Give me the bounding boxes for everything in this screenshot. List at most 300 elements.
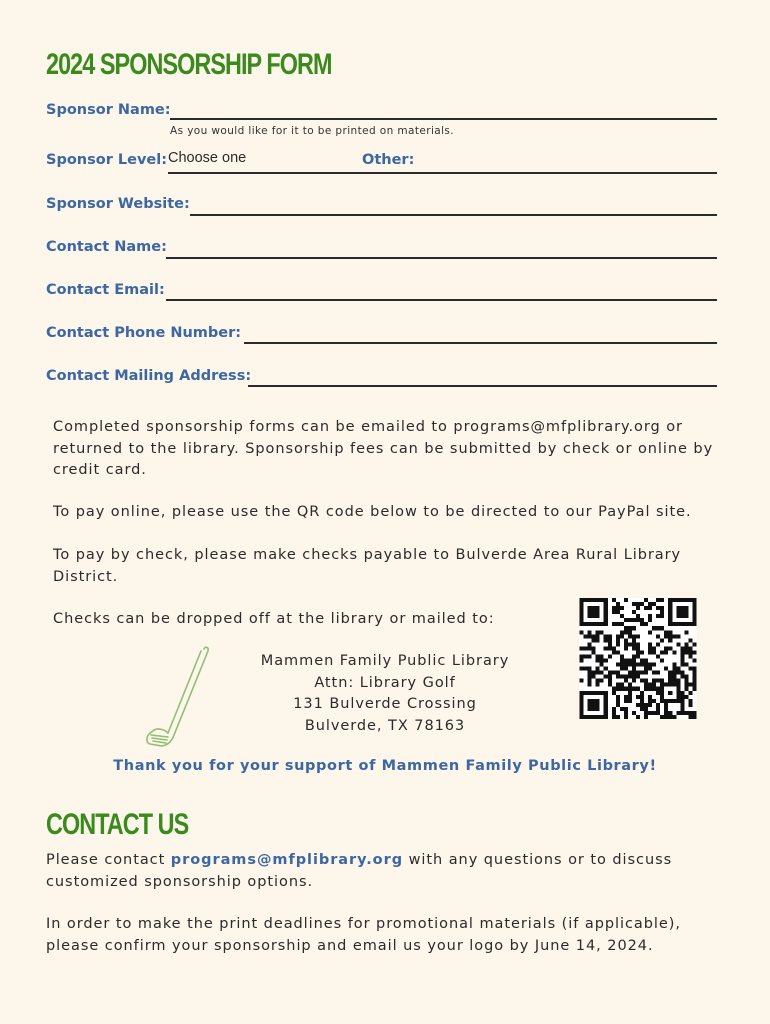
qr-module bbox=[656, 614, 660, 618]
qr-module bbox=[616, 642, 620, 646]
qr-module bbox=[632, 634, 636, 638]
qr-module bbox=[620, 675, 624, 679]
qr-module bbox=[624, 711, 628, 715]
qr-module bbox=[624, 659, 628, 663]
qr-module bbox=[640, 622, 644, 626]
qr-module bbox=[672, 675, 676, 679]
qr-module bbox=[624, 598, 628, 602]
qr-module bbox=[644, 703, 648, 707]
qr-module bbox=[676, 711, 680, 715]
qr-module bbox=[672, 715, 676, 719]
qr-module bbox=[684, 663, 688, 667]
qr-module bbox=[680, 675, 684, 679]
qr-module bbox=[620, 622, 624, 626]
qr-module bbox=[676, 671, 680, 675]
qr-module bbox=[628, 699, 632, 703]
qr-module bbox=[672, 679, 676, 683]
qr-module bbox=[632, 711, 636, 715]
contact-email-label: Contact Email: bbox=[46, 282, 165, 298]
qr-module bbox=[616, 610, 620, 614]
qr-module bbox=[656, 634, 660, 638]
qr-module bbox=[644, 659, 648, 663]
qr-module bbox=[660, 606, 664, 610]
qr-module bbox=[624, 642, 628, 646]
qr-module bbox=[624, 626, 628, 630]
qr-module bbox=[588, 642, 592, 646]
qr-module bbox=[656, 707, 660, 711]
qr-module bbox=[620, 659, 624, 663]
qr-module bbox=[636, 634, 640, 638]
qr-module bbox=[624, 707, 628, 711]
qr-module bbox=[648, 630, 652, 634]
qr-module bbox=[620, 683, 624, 687]
qr-module bbox=[652, 671, 656, 675]
qr-module bbox=[632, 675, 636, 679]
qr-module bbox=[608, 638, 612, 642]
qr-module bbox=[620, 630, 624, 634]
qr-module bbox=[636, 675, 640, 679]
contact-email-field[interactable] bbox=[168, 279, 713, 299]
qr-module bbox=[652, 602, 656, 606]
qr-module bbox=[588, 671, 592, 675]
sponsor-name-hint: As you would like for it to be printed on materials. bbox=[170, 125, 455, 137]
qr-module bbox=[644, 663, 648, 667]
qr-module bbox=[680, 711, 684, 715]
qr-module bbox=[612, 687, 616, 691]
qr-module bbox=[588, 679, 592, 683]
qr-module bbox=[656, 679, 660, 683]
qr-module bbox=[620, 634, 624, 638]
qr-module bbox=[588, 699, 600, 711]
qr-module bbox=[656, 626, 660, 630]
other-label: Other: bbox=[362, 152, 415, 168]
qr-module bbox=[588, 654, 592, 658]
qr-module bbox=[624, 679, 628, 683]
qr-module bbox=[676, 634, 680, 638]
qr-module bbox=[640, 618, 644, 622]
qr-module bbox=[596, 671, 600, 675]
qr-module bbox=[620, 667, 624, 671]
qr-module bbox=[592, 671, 596, 675]
qr-module bbox=[680, 699, 684, 703]
qr-module bbox=[596, 630, 600, 634]
qr-module bbox=[616, 602, 620, 606]
qr-module bbox=[632, 667, 636, 671]
qr-module bbox=[644, 606, 648, 610]
qr-module bbox=[668, 679, 672, 683]
qr-module bbox=[588, 606, 600, 618]
qr-module bbox=[596, 683, 600, 687]
qr-module bbox=[604, 675, 608, 679]
submission-instructions: Completed sponsorship forms can be emailed to programs@mfplibrary.org or returned to the library. Sponsorship fees can be submitted by check or online by credit card. bbox=[53, 419, 714, 478]
qr-module bbox=[692, 687, 696, 691]
qr-module bbox=[664, 630, 668, 634]
qr-module bbox=[628, 630, 632, 634]
qr-module bbox=[596, 659, 600, 663]
qr-module bbox=[692, 715, 696, 719]
qr-module bbox=[656, 711, 660, 715]
qr-module bbox=[608, 675, 612, 679]
qr-module bbox=[588, 683, 592, 687]
address-line-4: Bulverde, TX 78163 bbox=[304, 717, 466, 734]
qr-module bbox=[628, 659, 632, 663]
qr-module bbox=[628, 691, 632, 695]
qr-module bbox=[636, 642, 640, 646]
qr-module bbox=[636, 650, 640, 654]
qr-module bbox=[672, 671, 676, 675]
qr-module bbox=[648, 606, 652, 610]
qr-module bbox=[692, 675, 696, 679]
qr-module bbox=[592, 650, 596, 654]
qr-module bbox=[592, 638, 596, 642]
mailing-address-label: Contact Mailing Address: bbox=[46, 368, 252, 384]
qr-module bbox=[640, 707, 644, 711]
sponsor-level-underline bbox=[168, 172, 717, 174]
qr-module bbox=[616, 699, 620, 703]
qr-module bbox=[616, 687, 620, 691]
qr-module bbox=[660, 610, 664, 614]
qr-module bbox=[640, 703, 644, 707]
qr-module bbox=[580, 667, 584, 671]
website-underline bbox=[190, 214, 717, 216]
qr-module bbox=[684, 679, 688, 683]
qr-module bbox=[612, 650, 616, 654]
qr-module bbox=[640, 691, 644, 695]
qr-module bbox=[644, 622, 648, 626]
qr-module bbox=[616, 671, 620, 675]
qr-module bbox=[640, 671, 644, 675]
qr-module bbox=[636, 646, 640, 650]
qr-module bbox=[676, 667, 680, 671]
qr-module bbox=[644, 715, 648, 719]
qr-module bbox=[688, 703, 692, 707]
qr-module bbox=[596, 667, 600, 671]
qr-module bbox=[640, 699, 644, 703]
qr-module bbox=[620, 614, 624, 618]
qr-module bbox=[684, 675, 688, 679]
qr-module bbox=[608, 646, 612, 650]
qr-module bbox=[648, 618, 652, 622]
qr-module bbox=[596, 679, 600, 683]
qr-module bbox=[684, 683, 688, 687]
contact-email-link[interactable]: programs@mfplibrary.org bbox=[170, 852, 404, 868]
qr-module bbox=[632, 638, 636, 642]
qr-module bbox=[604, 667, 608, 671]
qr-module bbox=[652, 663, 656, 667]
qr-module bbox=[604, 646, 608, 650]
qr-module bbox=[612, 715, 616, 719]
qr-module bbox=[636, 687, 640, 691]
qr-module bbox=[648, 646, 652, 650]
qr-module bbox=[644, 667, 648, 671]
qr-module bbox=[600, 630, 604, 634]
qr-module bbox=[672, 634, 676, 638]
qr-module bbox=[628, 695, 632, 699]
qr-module bbox=[584, 646, 588, 650]
mailing-address-field[interactable] bbox=[250, 365, 713, 385]
qr-module bbox=[632, 663, 636, 667]
qr-module bbox=[660, 598, 664, 602]
qr-module bbox=[624, 630, 628, 634]
qr-module bbox=[680, 707, 684, 711]
qr-module bbox=[664, 711, 668, 715]
other-field[interactable] bbox=[418, 151, 713, 171]
qr-module bbox=[636, 663, 640, 667]
contact-paragraph bbox=[46, 850, 736, 893]
qr-module bbox=[616, 634, 620, 638]
qr-module bbox=[692, 711, 696, 715]
qr-module bbox=[636, 614, 640, 618]
sponsor-name-field[interactable] bbox=[172, 98, 712, 118]
qr-module bbox=[652, 626, 656, 630]
qr-module bbox=[632, 642, 636, 646]
qr-module bbox=[684, 646, 688, 650]
sponsor-level-dropdown[interactable]: Choose one bbox=[168, 150, 247, 166]
qr-module bbox=[668, 630, 672, 634]
qr-module bbox=[656, 703, 660, 707]
qr-module bbox=[648, 667, 652, 671]
qr-module bbox=[616, 638, 620, 642]
contact-email-underline bbox=[166, 299, 717, 301]
qr-module bbox=[648, 687, 652, 691]
qr-module bbox=[668, 671, 672, 675]
qr-module bbox=[608, 642, 612, 646]
qr-module bbox=[592, 646, 596, 650]
qr-module bbox=[680, 663, 684, 667]
qr-module bbox=[588, 667, 592, 671]
qr-module bbox=[616, 622, 620, 626]
qr-module bbox=[616, 683, 620, 687]
qr-module bbox=[624, 638, 628, 642]
qr-module bbox=[688, 699, 692, 703]
qr-module bbox=[608, 671, 612, 675]
qr-module bbox=[656, 642, 660, 646]
qr-module bbox=[652, 679, 656, 683]
qr-module bbox=[624, 715, 628, 719]
qr-module bbox=[620, 707, 624, 711]
address-line-3: 131 Bulverde Crossing bbox=[293, 696, 477, 712]
contact-name-label: Contact Name: bbox=[46, 239, 167, 255]
qr-module bbox=[616, 695, 620, 699]
qr-module bbox=[632, 646, 636, 650]
qr-module bbox=[676, 642, 680, 646]
qr-module bbox=[680, 659, 684, 663]
qr-module bbox=[664, 667, 668, 671]
qr-module bbox=[612, 610, 616, 614]
qr-module bbox=[612, 646, 616, 650]
qr-module bbox=[640, 650, 644, 654]
form-title: 2024 SPONSORSHIP FORM bbox=[46, 48, 332, 81]
qr-module bbox=[668, 634, 672, 638]
qr-module bbox=[640, 659, 644, 663]
qr-module bbox=[684, 711, 688, 715]
qr-module bbox=[680, 695, 684, 699]
contact-name-field[interactable] bbox=[168, 237, 713, 257]
qr-module bbox=[620, 654, 624, 658]
qr-module bbox=[668, 675, 672, 679]
qr-module bbox=[692, 683, 696, 687]
qr-module bbox=[636, 671, 640, 675]
qr-module bbox=[628, 663, 632, 667]
qr-module bbox=[648, 711, 652, 715]
sponsor-level-label: Sponsor Level: bbox=[46, 152, 168, 168]
qr-module bbox=[680, 671, 684, 675]
qr-module bbox=[600, 671, 604, 675]
qr-module bbox=[628, 683, 632, 687]
qr-module bbox=[628, 618, 632, 622]
qr-module bbox=[616, 675, 620, 679]
qr-module bbox=[612, 691, 616, 695]
online-payment-instructions: To pay online, please use the QR code below to be directed to our PayPal site. bbox=[53, 504, 692, 520]
website-field[interactable] bbox=[192, 194, 712, 214]
qr-module bbox=[648, 663, 652, 667]
address-line-2: Attn: Library Golf bbox=[314, 674, 456, 691]
qr-module bbox=[624, 699, 628, 703]
qr-module bbox=[600, 679, 604, 683]
qr-module bbox=[688, 667, 692, 671]
qr-module bbox=[660, 659, 664, 663]
qr-module bbox=[616, 715, 620, 719]
qr-module bbox=[640, 679, 644, 683]
qr-module bbox=[620, 663, 624, 667]
qr-module bbox=[608, 679, 612, 683]
qr-module bbox=[592, 634, 596, 638]
mailing-address-underline bbox=[248, 385, 717, 387]
qr-module bbox=[608, 654, 612, 658]
contact-text-before: Please contact bbox=[46, 852, 171, 868]
qr-module bbox=[676, 606, 688, 618]
qr-module bbox=[636, 715, 640, 719]
qr-module bbox=[672, 663, 676, 667]
qr-module bbox=[644, 683, 648, 687]
qr-module bbox=[580, 646, 584, 650]
qr-module bbox=[688, 711, 692, 715]
qr-module bbox=[624, 618, 628, 622]
qr-module bbox=[632, 687, 636, 691]
qr-module bbox=[664, 646, 668, 650]
qr-module bbox=[644, 671, 648, 675]
qr-module bbox=[692, 667, 696, 671]
qr-module bbox=[648, 695, 652, 699]
qr-module bbox=[688, 715, 692, 719]
qr-module bbox=[684, 642, 688, 646]
qr-module bbox=[692, 642, 696, 646]
check-payment-instructions: To pay by check, please make checks payable to Bulverde Area Rural Library District. bbox=[53, 547, 682, 585]
qr-module bbox=[648, 703, 652, 707]
deadline-paragraph: In order to make the print deadlines for promotional materials (if applicable), please confirm your sponsorship and email us your logo by June 14, 2024. bbox=[46, 916, 681, 954]
qr-code-icon[interactable] bbox=[579, 598, 697, 719]
qr-module bbox=[648, 602, 652, 606]
qr-module bbox=[660, 614, 664, 618]
qr-module bbox=[588, 646, 592, 650]
qr-module bbox=[644, 711, 648, 715]
qr-module bbox=[600, 654, 604, 658]
qr-module bbox=[588, 630, 592, 634]
qr-module bbox=[624, 646, 628, 650]
qr-module bbox=[652, 687, 656, 691]
qr-module bbox=[636, 654, 640, 658]
qr-module bbox=[692, 659, 696, 663]
qr-module bbox=[660, 638, 664, 642]
qr-module bbox=[672, 650, 676, 654]
website-label: Sponsor Website: bbox=[46, 196, 190, 212]
contact-name-underline bbox=[166, 257, 717, 259]
address-line-1: Mammen Family Public Library bbox=[260, 653, 510, 669]
qr-module bbox=[604, 659, 608, 663]
qr-module bbox=[628, 687, 632, 691]
qr-module bbox=[648, 683, 652, 687]
qr-module bbox=[664, 650, 668, 654]
qr-module bbox=[632, 659, 636, 663]
qr-module bbox=[632, 602, 636, 606]
qr-module bbox=[608, 634, 612, 638]
qr-module bbox=[640, 602, 644, 606]
contact-phone-underline bbox=[244, 342, 717, 344]
qr-module bbox=[612, 598, 616, 602]
qr-module bbox=[656, 654, 660, 658]
qr-module bbox=[612, 622, 616, 626]
qr-module bbox=[612, 707, 616, 711]
qr-module bbox=[644, 687, 648, 691]
qr-module bbox=[652, 650, 656, 654]
qr-module bbox=[612, 711, 616, 715]
qr-module bbox=[616, 703, 620, 707]
qr-module bbox=[688, 683, 692, 687]
qr-module bbox=[584, 667, 588, 671]
qr-module bbox=[612, 671, 616, 675]
qr-module bbox=[632, 610, 636, 614]
qr-module bbox=[596, 654, 600, 658]
qr-module bbox=[616, 606, 620, 610]
qr-module bbox=[688, 646, 692, 650]
contact-text-after: with any questions or to discuss customized sponsorship options. bbox=[46, 852, 673, 890]
qr-module bbox=[684, 630, 688, 634]
qr-module bbox=[604, 634, 608, 638]
qr-module bbox=[580, 654, 584, 658]
qr-module bbox=[580, 630, 584, 634]
qr-module bbox=[688, 654, 692, 658]
qr-module bbox=[640, 695, 644, 699]
qr-module bbox=[652, 646, 656, 650]
qr-module bbox=[660, 650, 664, 654]
qr-module bbox=[648, 650, 652, 654]
qr-module bbox=[684, 687, 688, 691]
qr-module bbox=[644, 598, 648, 602]
qr-module bbox=[596, 634, 600, 638]
qr-module bbox=[680, 691, 684, 695]
qr-module bbox=[632, 618, 636, 622]
qr-module bbox=[616, 650, 620, 654]
qr-module bbox=[656, 598, 660, 602]
qr-module bbox=[680, 646, 684, 650]
qr-module bbox=[628, 642, 632, 646]
qr-module bbox=[624, 663, 628, 667]
qr-module bbox=[680, 654, 684, 658]
qr-module bbox=[660, 626, 664, 630]
qr-module bbox=[692, 671, 696, 675]
sponsor-name-underline bbox=[170, 118, 717, 120]
mailing-address-block bbox=[225, 651, 545, 737]
contact-phone-field[interactable] bbox=[246, 322, 713, 342]
contact-us-title: CONTACT US bbox=[46, 808, 189, 841]
qr-module bbox=[616, 663, 620, 667]
qr-module bbox=[648, 642, 652, 646]
qr-module bbox=[668, 646, 672, 650]
qr-module bbox=[584, 654, 588, 658]
qr-module bbox=[668, 638, 672, 642]
qr-module bbox=[596, 638, 600, 642]
qr-module bbox=[680, 703, 684, 707]
